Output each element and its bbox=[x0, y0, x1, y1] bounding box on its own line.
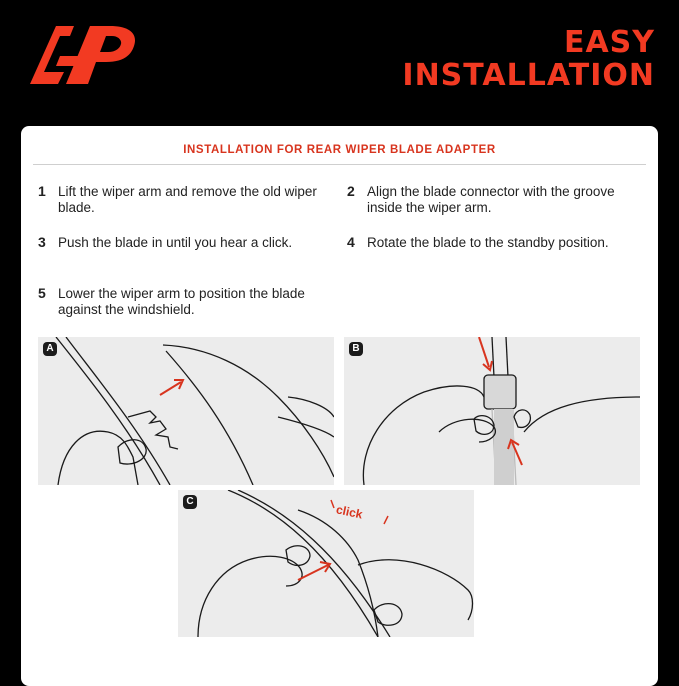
step-1 bbox=[38, 184, 328, 215]
step-text: Rotate the blade to the standby position. bbox=[367, 235, 609, 250]
title-line-1: EASY bbox=[563, 25, 655, 60]
step-text: Lift the wiper arm and remove the old wiper blade. bbox=[58, 184, 317, 215]
step-5 bbox=[38, 286, 328, 317]
instructions-card bbox=[21, 126, 658, 686]
step-number: 3 bbox=[38, 234, 46, 250]
step-text: Push the blade in until you hear a click. bbox=[58, 235, 293, 250]
click-blade-illustration bbox=[178, 490, 474, 637]
step-number: 1 bbox=[38, 183, 46, 199]
illustration-panel-b bbox=[344, 337, 640, 485]
brand-logo-icon bbox=[30, 26, 140, 84]
step-text: Align the blade connector with the groove inside the wiper arm. bbox=[367, 184, 615, 215]
page-title bbox=[402, 26, 655, 92]
step-badge-c: C bbox=[183, 495, 197, 509]
click-annotation: click bbox=[334, 502, 364, 522]
step-3 bbox=[38, 235, 328, 251]
remove-blade-illustration bbox=[38, 337, 334, 485]
step-2 bbox=[347, 184, 637, 215]
illustration-panel-a bbox=[38, 337, 334, 485]
illustration-panel-c bbox=[178, 490, 474, 637]
step-number: 4 bbox=[347, 234, 355, 250]
card-subtitle: INSTALLATION FOR REAR WIPER BLADE ADAPTER bbox=[183, 144, 496, 156]
divider bbox=[33, 164, 646, 165]
step-4 bbox=[347, 235, 637, 251]
step-number: 2 bbox=[347, 183, 355, 199]
title-line-2: INSTALLATION bbox=[402, 58, 655, 93]
step-badge-b: B bbox=[349, 342, 363, 356]
step-text: Lower the wiper arm to position the blade against the windshield. bbox=[58, 286, 305, 317]
step-number: 5 bbox=[38, 285, 46, 301]
insert-connector-illustration bbox=[344, 337, 640, 485]
step-badge-a: A bbox=[43, 342, 57, 356]
